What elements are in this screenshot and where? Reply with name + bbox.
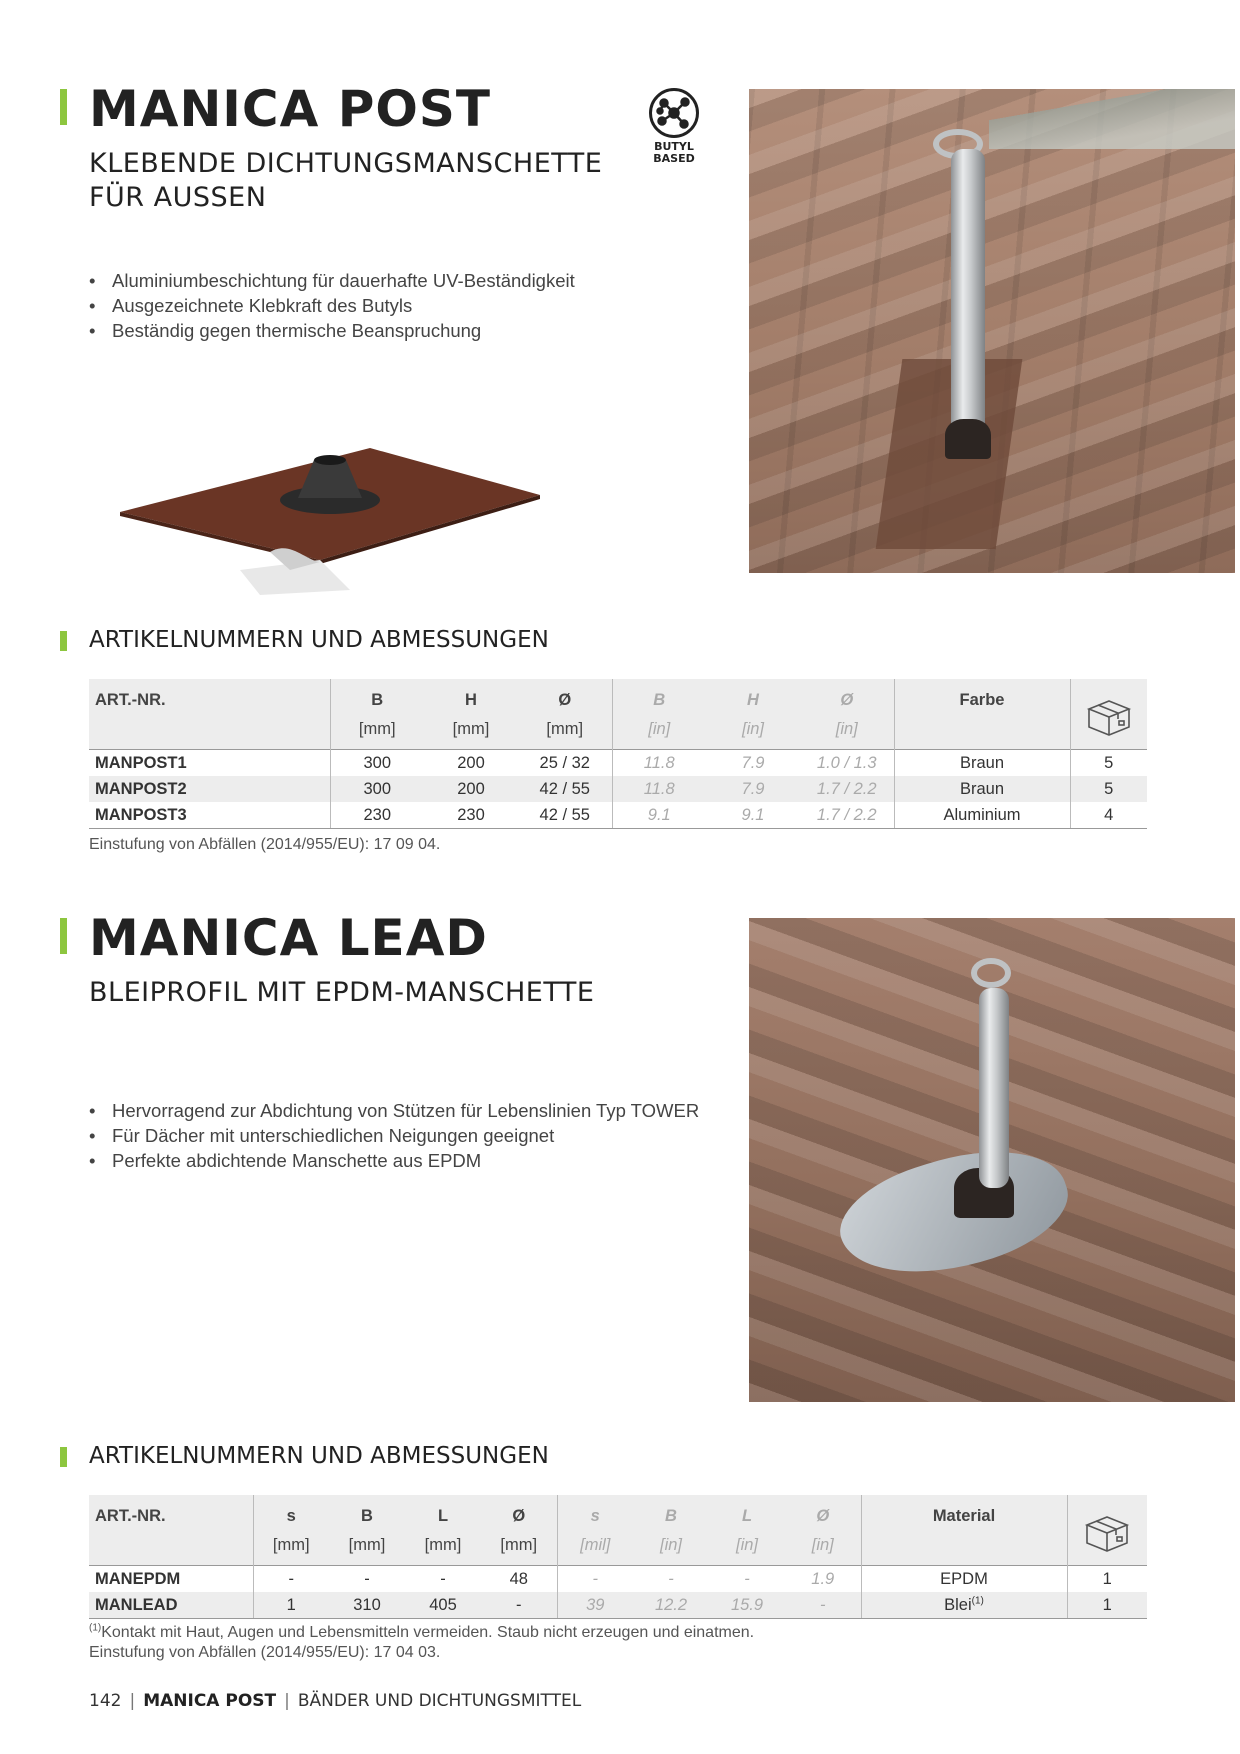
membrane-product-image: [120, 440, 560, 600]
col-header: H: [424, 679, 518, 714]
list-item: • Hervorragend zur Abdichtung von Stützen für Lebenslinien Typ TOWER: [89, 1098, 699, 1123]
page-number: 142: [89, 1691, 122, 1711]
table-cell: 1.7 / 2.2: [800, 802, 894, 829]
table-row: [89, 1565, 1147, 1592]
unit-label: [in]: [612, 714, 706, 749]
footnote-mark: (1): [89, 1622, 102, 1634]
dimensions-table-lead: [89, 1495, 1147, 1619]
subtitle-line-2: FÜR AUSSEN: [89, 182, 267, 213]
col-header: Ø: [800, 679, 894, 714]
table-cell: 1.0 / 1.3: [800, 749, 894, 776]
col-header: s: [253, 1495, 329, 1530]
product-subtitle: BLEIPROFIL MIT EPDM-MANSCHETTE: [89, 977, 595, 1008]
col-header: Farbe: [894, 679, 1070, 714]
unit-label: [in]: [800, 714, 894, 749]
table-cell: 48: [481, 1565, 557, 1592]
col-header: L: [405, 1495, 481, 1530]
unit-label: [89, 1530, 253, 1565]
table-cell: 200: [424, 749, 518, 776]
unit-label: [in]: [633, 1530, 709, 1565]
unit-label: [mil]: [557, 1530, 633, 1565]
title-accent-bar: [60, 918, 67, 954]
col-header: B: [612, 679, 706, 714]
waste-classification-note: Einstufung von Abfällen (2014/955/EU): 17 09 04.: [89, 836, 441, 853]
col-header: s: [557, 1495, 633, 1530]
table-cell: Braun: [894, 776, 1070, 802]
unit-label: [in]: [706, 714, 800, 749]
title-accent-bar: [60, 89, 67, 125]
unit-label: [mm]: [405, 1530, 481, 1565]
roof-photo-lead: [749, 918, 1235, 1402]
box-icon: [1067, 1495, 1147, 1565]
table-row: [89, 776, 1147, 802]
table-cell: 25 / 32: [518, 749, 612, 776]
table-cell: 42 / 55: [518, 802, 612, 829]
list-item: • Beständig gegen thermische Beanspruchung: [89, 318, 575, 343]
col-header: Ø: [785, 1495, 861, 1530]
box-icon: [1070, 679, 1147, 749]
table-cell: 230: [330, 802, 424, 829]
table-cell: MANPOST3: [89, 802, 330, 829]
table-cell: 1.7 / 2.2: [800, 776, 894, 802]
product-title: MANICA POST: [89, 80, 491, 138]
table-cell: Aluminium: [894, 802, 1070, 829]
section-title-dimensions: ARTIKELNUMMERN UND ABMESSUNGEN: [89, 627, 549, 653]
col-header: B: [330, 679, 424, 714]
unit-label: [in]: [785, 1530, 861, 1565]
footer-product: MANICA POST: [143, 1691, 277, 1711]
butyl-based-badge: [649, 88, 699, 165]
unit-label: [861, 1530, 1067, 1565]
table-cell: 310: [329, 1592, 405, 1619]
footnote-mark: (1): [971, 1595, 984, 1606]
table-cell: 7.9: [706, 776, 800, 802]
table-cell: -: [405, 1565, 481, 1592]
col-header: B: [633, 1495, 709, 1530]
col-header: H: [706, 679, 800, 714]
feature-list: [89, 268, 575, 343]
unit-label: [mm]: [481, 1530, 557, 1565]
unit-label: [mm]: [424, 714, 518, 749]
table-cell: 230: [424, 802, 518, 829]
table-cell: 1: [1067, 1565, 1147, 1592]
table-cell: Braun: [894, 749, 1070, 776]
product-subtitle: [89, 147, 602, 215]
unit-label: [mm]: [330, 714, 424, 749]
table-row: [89, 802, 1147, 829]
col-header: Ø: [518, 679, 612, 714]
col-header: ART.-NR.: [89, 1495, 253, 1530]
unit-label: [89, 714, 330, 749]
table-cell: MANPOST1: [89, 749, 330, 776]
notes: [89, 1623, 754, 1663]
table-cell: 9.1: [706, 802, 800, 829]
unit-label: [mm]: [253, 1530, 329, 1565]
unit-label: [894, 714, 1070, 749]
table-cell: 1: [1067, 1592, 1147, 1619]
list-item: • Ausgezeichnete Klebkraft des Butyls: [89, 293, 575, 318]
table-cell: 300: [330, 749, 424, 776]
table-cell: -: [557, 1565, 633, 1592]
table-cell: -: [329, 1565, 405, 1592]
table-cell: [861, 1592, 1067, 1619]
table-cell: -: [785, 1592, 861, 1619]
table-cell: 12.2: [633, 1592, 709, 1619]
col-header: L: [709, 1495, 785, 1530]
table-cell: 1: [253, 1592, 329, 1619]
waste-classification-note: Einstufung von Abfällen (2014/955/EU): 17 04 03.: [89, 1644, 441, 1661]
table-cell: MANLEAD: [89, 1592, 253, 1619]
table-row: [89, 1592, 1147, 1619]
safety-note: [89, 1623, 754, 1643]
table-cell: 9.1: [612, 802, 706, 829]
unit-label: [mm]: [329, 1530, 405, 1565]
list-item: • Aluminiumbeschichtung für dauerhafte UV-Beständigkeit: [89, 268, 575, 293]
list-item: • Perfekte abdichtende Manschette aus EPDM: [89, 1148, 699, 1173]
feature-list: [89, 1098, 699, 1173]
unit-label: [in]: [709, 1530, 785, 1565]
section-accent-bar: [60, 631, 67, 651]
unit-label: [mm]: [518, 714, 612, 749]
table-cell: 300: [330, 776, 424, 802]
safety-note-text: Kontakt mit Haut, Augen und Lebensmitteln vermeiden. Staub nicht erzeugen und einatmen.: [101, 1624, 755, 1641]
table-cell: 15.9: [709, 1592, 785, 1619]
roof-photo-post: [749, 89, 1235, 573]
table-cell: 5: [1070, 776, 1147, 802]
list-item: • Für Dächer mit unterschiedlichen Neigungen geeignet: [89, 1123, 699, 1148]
butyl-molecule-icon: [649, 88, 699, 138]
table-cell: -: [253, 1565, 329, 1592]
table-cell: -: [633, 1565, 709, 1592]
badge-label-2: BASED: [653, 152, 695, 165]
table-cell: EPDM: [861, 1565, 1067, 1592]
table-cell: 200: [424, 776, 518, 802]
col-header: B: [329, 1495, 405, 1530]
subtitle-line-1: KLEBENDE DICHTUNGSMANSCHETTE: [89, 148, 603, 179]
page-footer: 142 | MANICA POST | BÄNDER UND DICHTUNGSMITTEL: [89, 1691, 582, 1711]
section-title-dimensions: ARTIKELNUMMERN UND ABMESSUNGEN: [89, 1443, 549, 1469]
table-cell: 11.8: [612, 776, 706, 802]
col-header: Material: [861, 1495, 1067, 1530]
table-cell: 5: [1070, 749, 1147, 776]
table-cell: 4: [1070, 802, 1147, 829]
dimensions-table-post: [89, 679, 1147, 829]
col-header: ART.-NR.: [89, 679, 330, 714]
col-header: Ø: [481, 1495, 557, 1530]
material-value: Blei: [944, 1595, 972, 1614]
footer-category: BÄNDER UND DICHTUNGSMITTEL: [297, 1691, 582, 1711]
table-cell: -: [709, 1565, 785, 1592]
table-cell: -: [481, 1592, 557, 1619]
table-cell: MANEPDM: [89, 1565, 253, 1592]
table-cell: 42 / 55: [518, 776, 612, 802]
badge-label-1: BUTYL: [654, 140, 694, 153]
table-cell: 1.9: [785, 1565, 861, 1592]
product-title: MANICA LEAD: [89, 909, 488, 967]
table-cell: MANPOST2: [89, 776, 330, 802]
table-cell: 405: [405, 1592, 481, 1619]
table-cell: 7.9: [706, 749, 800, 776]
table-row: [89, 749, 1147, 776]
table-cell: 39: [557, 1592, 633, 1619]
section-accent-bar: [60, 1447, 67, 1467]
table-cell: 11.8: [612, 749, 706, 776]
